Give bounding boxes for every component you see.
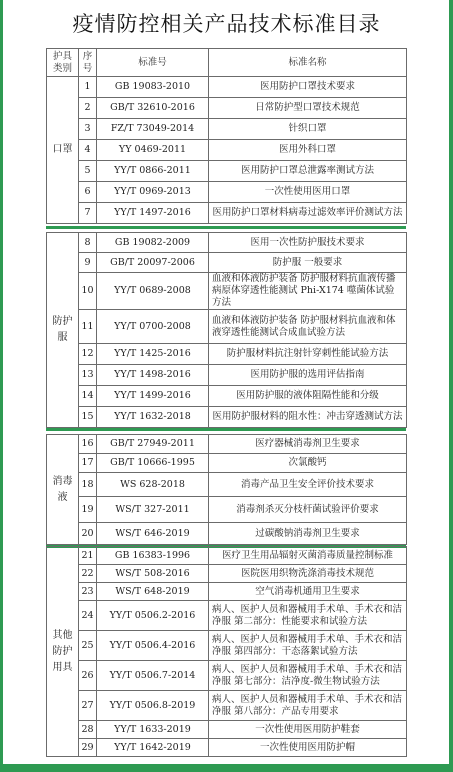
std-no-cell: WS/T 646-2019	[97, 523, 209, 545]
seq-cell: 24	[79, 601, 97, 631]
header-category: 护具类别	[47, 49, 79, 77]
table-masks	[46, 48, 407, 224]
std-no-cell: YY/T 1498-2016	[97, 365, 209, 386]
seq-cell: 29	[79, 739, 97, 757]
std-name-cell: 一次性使用医用防护帽	[209, 739, 407, 757]
table-row	[47, 161, 407, 182]
std-name-cell: 消毒产品卫生安全评价技术要求	[209, 473, 407, 497]
bottom-frame	[0, 764, 453, 772]
std-name-cell: 一次性使用医用防护鞋套	[209, 721, 407, 739]
std-name-cell: 一次性使用医用口罩	[209, 182, 407, 203]
std-no-cell: GB/T 20097-2006	[97, 253, 209, 273]
seq-cell: 8	[79, 233, 97, 253]
seq-cell: 1	[79, 77, 97, 98]
category-cell: 其他防护用具	[47, 547, 79, 757]
seq-cell: 4	[79, 140, 97, 161]
table-row	[47, 435, 407, 454]
category-cell: 防护服	[47, 233, 79, 428]
seq-cell: 20	[79, 523, 97, 545]
seq-cell: 18	[79, 473, 97, 497]
std-no-cell: YY/T 1499-2016	[97, 386, 209, 407]
table-row	[47, 565, 407, 583]
table-row	[47, 721, 407, 739]
std-name-cell: 医用外科口罩	[209, 140, 407, 161]
std-name-cell: 医用防护口罩技术要求	[209, 77, 407, 98]
table-row	[47, 344, 407, 365]
std-no-cell: YY 0469-2011	[97, 140, 209, 161]
std-name-cell: 医用一次性防护服技术要求	[209, 233, 407, 253]
std-name-cell: 医用防护服的选用评估指南	[209, 365, 407, 386]
std-no-cell: GB/T 27949-2011	[97, 435, 209, 454]
std-no-cell: YY/T 0689-2008	[97, 273, 209, 310]
std-name-cell: 医用防护口罩总泄露率测试方法	[209, 161, 407, 182]
left-frame	[0, 0, 3, 772]
seq-cell: 13	[79, 365, 97, 386]
std-no-cell: WS/T 508-2016	[97, 565, 209, 583]
header-seq: 序号	[79, 49, 97, 77]
table-row	[47, 119, 407, 140]
table-row	[47, 407, 407, 428]
table-protective-clothing	[46, 232, 407, 428]
std-no-cell: YY/T 0506.8-2019	[97, 691, 209, 721]
seq-cell: 16	[79, 435, 97, 454]
std-no-cell: YY/T 1425-2016	[97, 344, 209, 365]
std-no-cell: WS/T 327-2011	[97, 497, 209, 523]
table-row	[47, 601, 407, 631]
std-no-cell: YY/T 0866-2011	[97, 161, 209, 182]
seq-cell: 15	[79, 407, 97, 428]
section-divider	[46, 428, 406, 431]
std-no-cell: YY/T 0969-2013	[97, 182, 209, 203]
std-no-cell: YY/T 0506.7-2014	[97, 661, 209, 691]
seq-cell: 22	[79, 565, 97, 583]
std-no-cell: YY/T 0506.4-2016	[97, 631, 209, 661]
seq-cell: 14	[79, 386, 97, 407]
std-no-cell: YY/T 1632-2018	[97, 407, 209, 428]
seq-cell: 6	[79, 182, 97, 203]
table-row	[47, 454, 407, 473]
table-row	[47, 365, 407, 386]
category-cell: 口罩	[47, 77, 79, 224]
table-row	[47, 661, 407, 691]
std-no-cell: YY/T 1497-2016	[97, 203, 209, 224]
seq-cell: 21	[79, 547, 97, 565]
table-row	[47, 386, 407, 407]
seq-cell: 17	[79, 454, 97, 473]
std-name-cell: 医用防护服的液体阻隔性能和分级	[209, 386, 407, 407]
table-row	[47, 631, 407, 661]
seq-cell: 26	[79, 661, 97, 691]
table-row	[47, 497, 407, 523]
table-row	[47, 739, 407, 757]
std-no-cell: YY/T 0700-2008	[97, 310, 209, 344]
table-other-protective-gear	[46, 546, 407, 757]
seq-cell: 3	[79, 119, 97, 140]
seq-cell: 10	[79, 273, 97, 310]
std-name-cell: 病人、医护人员和器械用手术单、手术衣和洁净服 第七部分：洁净度-微生物试验方法	[209, 661, 407, 691]
std-name-cell: 防护服材料抗注射针穿刺性能试验方法	[209, 344, 407, 365]
table-header-row	[47, 49, 407, 77]
std-name-cell: 血液和体液防护装备 防护服材料抗血液和体液穿透性能测试合成血试验方法	[209, 310, 407, 344]
std-no-cell: WS/T 648-2019	[97, 583, 209, 601]
std-no-cell: GB/T 10666-1995	[97, 454, 209, 473]
seq-cell: 5	[79, 161, 97, 182]
seq-cell: 9	[79, 253, 97, 273]
std-name-cell: 医用防护口罩材料病毒过滤效率评价测试方法	[209, 203, 407, 224]
std-name-cell: 医院医用织物洗涤消毒技术规范	[209, 565, 407, 583]
std-name-cell: 空气消毒机通用卫生要求	[209, 583, 407, 601]
table-row	[47, 583, 407, 601]
std-name-cell: 防护服 一般要求	[209, 253, 407, 273]
table-row	[47, 203, 407, 224]
header-std-name: 标准名称	[209, 49, 407, 77]
std-no-cell: YY/T 1642-2019	[97, 739, 209, 757]
seq-cell: 27	[79, 691, 97, 721]
seq-cell: 12	[79, 344, 97, 365]
std-name-cell: 病人、医护人员和器械用手术单、手术衣和洁净服 第二部分：性能要求和试验方法	[209, 601, 407, 631]
table-row	[47, 523, 407, 545]
table-disinfectant	[46, 434, 407, 545]
std-no-cell: GB 16383-1996	[97, 547, 209, 565]
std-name-cell: 医疗卫生用品辐射灭菌消毒质量控制标准	[209, 547, 407, 565]
std-name-cell: 血液和体液防护装备 防护服材料抗血液传播病原体穿透性能测试 Phi-X174 噬菌体试验方法	[209, 273, 407, 310]
seq-cell: 2	[79, 98, 97, 119]
std-no-cell: GB 19083-2010	[97, 77, 209, 98]
std-name-cell: 病人、医护人员和器械用手术单、手术衣和洁净服 第四部分：干态落絮试验方法	[209, 631, 407, 661]
right-frame	[449, 0, 453, 772]
table-row	[47, 233, 407, 253]
std-no-cell: YY/T 1633-2019	[97, 721, 209, 739]
seq-cell: 23	[79, 583, 97, 601]
std-name-cell: 消毒剂杀灭分枝杆菌试验评价要求	[209, 497, 407, 523]
table-row	[47, 182, 407, 203]
table-row	[47, 310, 407, 344]
table-row	[47, 98, 407, 119]
table-row	[47, 140, 407, 161]
std-no-cell: YY/T 0506.2-2016	[97, 601, 209, 631]
std-no-cell: WS 628-2018	[97, 473, 209, 497]
std-no-cell: GB/T 32610-2016	[97, 98, 209, 119]
seq-cell: 19	[79, 497, 97, 523]
std-name-cell: 日常防护型口罩技术规范	[209, 98, 407, 119]
table-row	[47, 253, 407, 273]
std-name-cell: 次氯酸钙	[209, 454, 407, 473]
table-row	[47, 473, 407, 497]
std-no-cell: FZ/T 73049-2014	[97, 119, 209, 140]
seq-cell: 7	[79, 203, 97, 224]
std-no-cell: GB 19082-2009	[97, 233, 209, 253]
std-name-cell: 病人、医护人员和器械用手术单、手术衣和洁净服 第八部分：产品专用要求	[209, 691, 407, 721]
category-cell: 消毒液	[47, 435, 79, 545]
seq-cell: 28	[79, 721, 97, 739]
std-name-cell: 过碳酸钠消毒剂卫生要求	[209, 523, 407, 545]
std-name-cell: 医疗器械消毒剂卫生要求	[209, 435, 407, 454]
seq-cell: 11	[79, 310, 97, 344]
table-row	[47, 547, 407, 565]
std-name-cell: 医用防护服材料的阻水性：冲击穿透测试方法	[209, 407, 407, 428]
std-name-cell: 针织口罩	[209, 119, 407, 140]
table-row	[47, 691, 407, 721]
table-row	[47, 77, 407, 98]
section-divider	[46, 226, 406, 229]
page-title: 疫情防控相关产品技术标准目录	[72, 12, 381, 36]
table-row	[47, 273, 407, 310]
header-std-no: 标准号	[97, 49, 209, 77]
seq-cell: 25	[79, 631, 97, 661]
